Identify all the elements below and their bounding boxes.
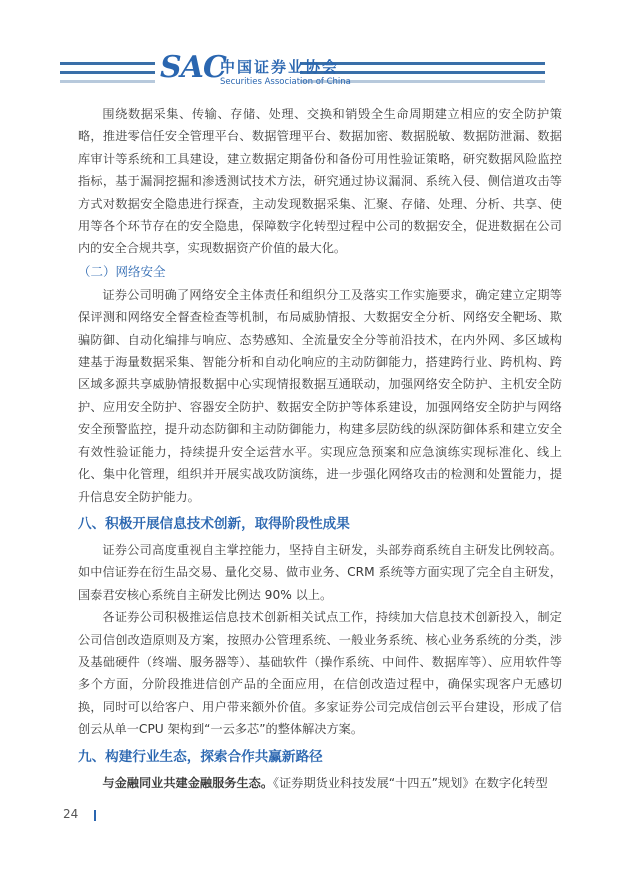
section-heading-9: 九、构建行业生态，探索合作共赢新路径 <box>78 748 323 765</box>
paragraph-data-security: 围绕数据采集、传输、存储、处理、交换和销毁全生命周期建立相应的安全防护策略，推进零信任安全管理平台、数据管理平台、数据加密、数据脱敏、数据防泄漏、数据库审计等系统和工具建设，建立数据定期备份和备份可用性验证策略，研究数据风险监控指标，基于漏洞挖掘和渗透测试技术方法，研究通过协议漏洞、系统入侵、侧信道攻击等方式对数据安全隐患进行探查，主动发现数据采集、汇聚、存储、处理、分析、共享、使用等各个环节存在的安全隐患，保障数字化转型过程中公司的数据安全，促进数据在公司内的安全合规共享，实现数据资产价值的最大化。 <box>78 107 562 256</box>
page-header <box>0 0 640 100</box>
page-number: 24 <box>63 807 79 821</box>
org-name-en: Securities Association of China <box>220 77 351 87</box>
page-body <box>78 103 562 794</box>
sac-logo: SAC <box>160 50 226 85</box>
paragraph-lead: 与金融同业共建金融服务生态。 <box>102 775 274 790</box>
paragraph-network-security: 证券公司明确了网络安全主体责任和组织分工及落实工作实施要求，确定建立定期等保评测和网络安全督查检查等机制，布局威胁情报、大数据安全分析、网络安全靶场、欺骗防御、自动化编排与响应、态势感知、全流量安全分等前沿技术，在内外网、多区域构建基于海量数据采集、智能分析和自动化响应的主动防御能力，搭建跨行业、跨机构、跨区域多源共享威胁情报数据中心实现情报数据互通联动，加强网络安全防护、主机安全防护、应用安全防护、容器安全防护、数据安全防护等体系建设，加强网络安全防护与网络安全预警监控，提升动态防御和主动防御能力，构建多层防线的纵深防御体系和建立安全有效性验证能力，持续提升安全运营水平。实现应急预案和应急演练实现标准化、线上化、集中化管理，组织并开展实战攻防演练，进一步强化网络攻击的检测和处置能力，提升信息安全防护能力。 <box>78 287 562 504</box>
section-heading-8: 八、积极开展信息技术创新，取得阶段性成果 <box>78 515 350 532</box>
paragraph-ecosystem <box>78 772 562 794</box>
paragraph-text: 《证券期货业科技发展“十四五”规划》在数字化转型 <box>273 775 548 790</box>
page-number-divider <box>94 810 96 821</box>
org-name-cn: 中国证券业协会 <box>220 58 340 76</box>
header-stripe <box>60 80 155 83</box>
paragraph-self-research: 证券公司高度重视自主掌控能力，坚持自主研发，头部券商系统自主研发比例较高。如中信证券在衍生品交易、量化交易、做市业务、CRM 系统等方面实现了完全自主研发，国泰君安核心系统自主研发比例达 90% 以上。 <box>78 542 562 602</box>
header-stripe <box>60 62 155 65</box>
subheading-network-security: （二）网络安全 <box>78 263 166 279</box>
paragraph-xinchuang: 各证券公司积极推运信息技术创新相关试点工作，持续加大信息技术创新投入，制定公司信创改造原则及方案，按照办公管理系统、一般业务系统、核心业务系统的分类，涉及基础硬件（终端、服务器等）、基础软件（操作系统、中间件、数据库等）、应用软件等多个方面，分阶段推进信创产品的全面应用，在信创改造过程中，确保实现客户无感切换，同时可以给客户、用户带来额外价值。多家证券公司完成信创云平台建设，形成了信创云从单一CPU 架构到“一云多芯”的整体解决方案。 <box>78 610 562 737</box>
header-stripe <box>60 71 155 74</box>
